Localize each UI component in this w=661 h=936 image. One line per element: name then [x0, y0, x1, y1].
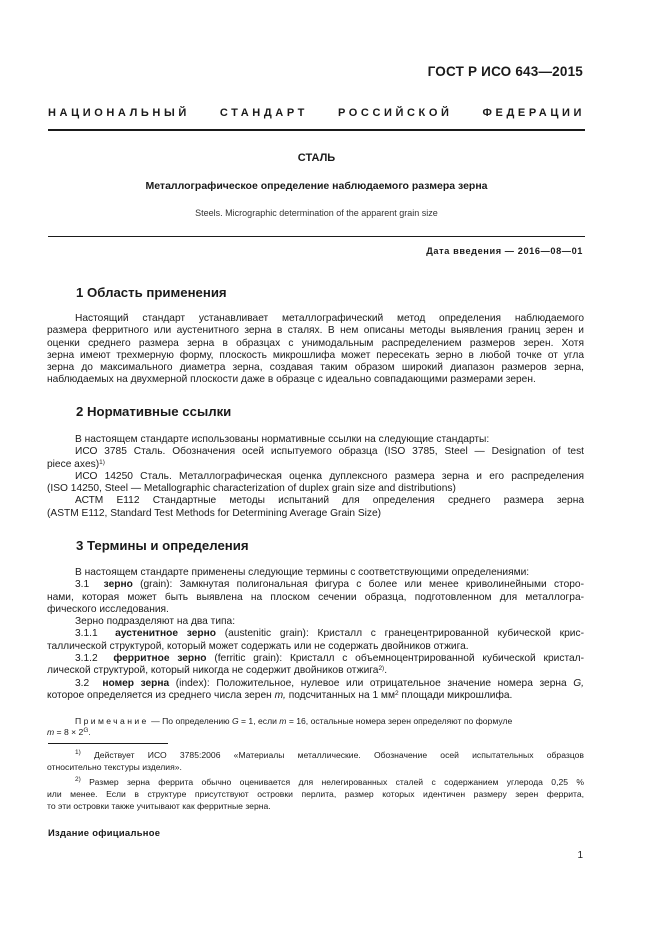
english-title: Steels. Micrographic determination of the apparent grain size [195, 208, 438, 218]
text-line: В настоящем стандарте использованы нормативные ссылки на следующие стандарты: [75, 434, 490, 445]
text-line: лической структурой, который никогда не содержит двойников отжига$^{2)}$. [47, 665, 388, 677]
text-line: таллической структурой, который может содержать или не содержать двойников отжига. [47, 640, 469, 652]
footnote-2 [47, 776, 584, 812]
title-rule [48, 236, 585, 237]
text-line: оценки среднего размера зерна в образцах с унимодальным распределением размеров зерен. Хотя [47, 337, 584, 349]
text-line: Зерно подразделяют на два типа: [75, 616, 236, 628]
text-line: АСТМ Е112 Стандартные методы испытаний для определения среднего размера зерна [75, 495, 584, 507]
text-line: которое определяется из среднего числа зерен m, подсчитанных на 1 $мм^2$ площади микрошлифа. [47, 689, 513, 701]
text-line: нами, которая может быть выявлена на плоском сечении образца, подготовленном для металлогра- [47, 591, 584, 603]
text-line: или менее. Если в структуре присутствуют островки перлита, размер которых идентичен размеру зерен феррита, [47, 789, 584, 799]
text-line: то эти островки также учитывают как ферритные зерна. [47, 801, 271, 811]
note: Примечание — По определению G = 1, если m = 16, остальные номера зерен определяют по формуле $m = 8 \times 2^G$. [47, 716, 513, 737]
section-2-heading: 2 Нормативные ссылки [76, 404, 232, 419]
text-line: $^{1)}$ Действует ИСО 3785:2006 «Материалы металлические. Обозначение осей испытательных образцов [75, 749, 584, 760]
header-rule [48, 129, 585, 131]
footnote-rule [48, 743, 168, 744]
text-line: piece axes)$^{1)}$ [47, 458, 105, 470]
official-edition-label: Издание официальное [48, 827, 161, 838]
text-line: фического исследования. [47, 603, 169, 615]
text-line: Настоящий стандарт устанавливает металлографический метод определения наблюдаемого [75, 313, 584, 324]
section-1-heading: 1 Область применения [76, 285, 227, 300]
text-line: относительно текстуры изделия». [47, 762, 182, 772]
text-line: зерна имеют трехмерную форму, плоскость микрошлифа может пересекать зерно в любой точке от угла [47, 349, 584, 361]
text-line: размера ферритного или аустенитного зерна в сталях. В нем описаны методы выявления границ зерен и [47, 325, 584, 337]
term-3-1-2: 3.1.2 ферритное зерно (ferritic grain): Кристалл с объемноцентрированной кубической кристал- [75, 653, 584, 665]
standard-subtitle: Металлографическое определение наблюдаемого размера зерна [145, 180, 488, 192]
term-3-1: 3.1 зерно (grain): Замкнутая полигональная фигура с более или менее криволинейными сторо- [75, 579, 584, 591]
term-3-1-1: 3.1.1 аустенитное зерно (austenitic grain): Кристалл с гранецентрированной кубической крис- [75, 628, 584, 640]
national-standard-banner: НАЦИОНАЛЬНЫЙ СТАНДАРТ РОССИЙСКОЙ ФЕДЕРАЦИИ [48, 107, 585, 119]
document-code: ГОСТ Р ИСО 643—2015 [427, 64, 583, 79]
text-line: $^{2)}$ Размер зерна феррита обычно оценивается для нелегированных сталей с содержанием углерода 0,25 % [75, 776, 584, 787]
text-line: зерна до максимального диаметра зерна, создавая таким образом широкий диапазон размеров зерна, [47, 362, 584, 374]
page-number: 1 [577, 850, 583, 861]
text-line: В настоящем стандарте применены следующие термины с соответствующими определениями: [75, 567, 530, 578]
footnote-1 [47, 749, 584, 773]
section-2-body [47, 434, 584, 520]
section-1-body [47, 313, 584, 387]
text-line: (ISO 14250, Steel — Metallographic characterization of duplex grain size and distributions) [47, 483, 456, 495]
text-line: ИСО 3785 Сталь. Обозначения осей испытуемого образца (ISO 3785, Steel — Designation of test [75, 446, 584, 458]
term-3-2: 3.2 номер зерна (index): Положительное, нулевое или отрицательное значение номера зерна G, [75, 677, 584, 689]
standard-title: СТАЛЬ [297, 152, 336, 164]
introduction-date: Дата введения — 2016—08—01 [426, 246, 583, 256]
note-label: Примечание [75, 716, 149, 726]
text-line: наблюдаемых на двухмерной плоскости даже в образце с идеально совпадающими размерами зерен. [47, 374, 536, 386]
text-line: ИСО 14250 Сталь. Металлографическая оценка дуплексного размера зерна и его распределения [75, 470, 584, 482]
section-3-body [47, 567, 584, 702]
text-line: (ASTM E112, Standard Test Methods for Determining Average Grain Size) [47, 507, 382, 519]
section-3-heading: 3 Термины и определения [76, 538, 249, 553]
